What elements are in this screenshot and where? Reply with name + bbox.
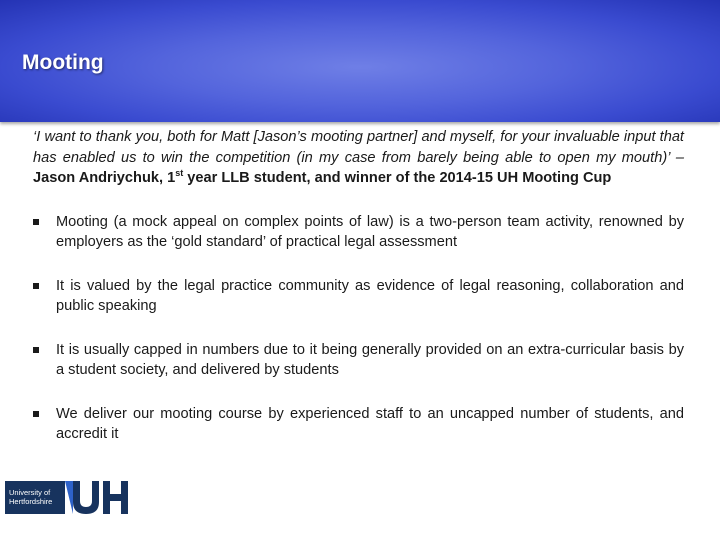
logo-letter-h (103, 481, 128, 514)
bullet-list (33, 212, 684, 445)
uh-logo-mark (65, 481, 133, 515)
logo-letter-u (73, 481, 99, 514)
attribution-ordinal: st (175, 168, 184, 179)
bullet-marker (33, 219, 39, 225)
bullet-text: Mooting (a mock appeal on complex points of law) is a two-person team activity, renowned by employers as the ‘gold standard’ of practical legal assessment (56, 213, 684, 250)
attribution-name: Jason Andriychuk, 1 (33, 170, 176, 186)
bullet-marker (33, 283, 39, 289)
bullet-item (33, 404, 684, 445)
bullet-marker (33, 347, 39, 353)
bullet-item (33, 276, 684, 317)
slide-title: Mooting (22, 51, 104, 74)
title-bar (0, 0, 720, 122)
bullet-text: It is valued by the legal practice community as evidence of legal reasoning, collaboration and public speaking (56, 277, 684, 314)
logo-line-2: Hertfordshire (9, 497, 53, 506)
logo-wordmark (5, 481, 65, 514)
quote-attribution (33, 170, 611, 186)
bullet-text: It is usually capped in numbers due to it being generally provided on an extra-curricular basis by a student society, and delivered by students (56, 341, 684, 378)
logo-accent-shape (65, 481, 73, 514)
university-logo (5, 481, 131, 515)
bullet-marker (33, 411, 39, 417)
quote-text: ‘I want to thank you, both for Matt [Jason’s mooting partner] and myself, for your invaluable input that has enabled us to win the competition (in my case from barely being able to open my mouth)’ – (33, 129, 684, 166)
logo-line-1: University of (9, 488, 51, 497)
attribution-rest: year LLB student, and winner of the 2014-15 UH Mooting Cup (183, 170, 612, 186)
testimonial-quote (33, 127, 684, 189)
bullet-item (33, 340, 684, 381)
bullet-text: We deliver our mooting course by experienced staff to an uncapped number of students, and accredit it (56, 405, 684, 442)
bullet-item (33, 212, 684, 253)
slide-content (33, 127, 684, 445)
